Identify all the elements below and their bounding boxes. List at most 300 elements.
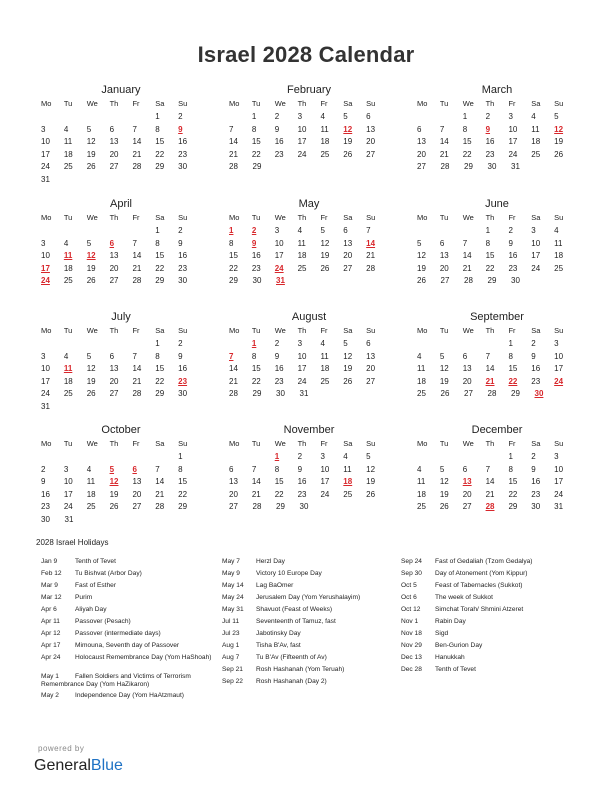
weekday-label: Su: [178, 213, 188, 222]
day-cell: 7: [132, 124, 137, 134]
month-june: [417, 197, 577, 288]
empty-day-cell: [132, 338, 155, 351]
holiday-date: Apr 6: [41, 606, 57, 613]
day-cell: 3: [41, 238, 46, 248]
empty-day-cell: [486, 451, 509, 464]
day-cell: 1: [251, 112, 257, 121]
holiday-entry: [222, 594, 402, 606]
day-cell: 23: [178, 149, 188, 159]
holiday-entry: [401, 654, 581, 666]
day-cell: 1: [508, 339, 513, 348]
day-cell: 12: [343, 351, 353, 361]
day-cell: 21: [229, 149, 238, 159]
month-name: March: [481, 84, 513, 96]
day-cell: 13: [109, 251, 119, 260]
month-name: February: [286, 84, 332, 96]
holiday-date: Nov 1: [401, 618, 419, 625]
weekday-label: Sa: [155, 439, 165, 448]
day-cell: 10: [297, 351, 307, 361]
weekday-header: [41, 99, 201, 108]
month-name: April: [109, 198, 132, 210]
day-cell: 18: [297, 251, 307, 260]
holiday-date: Sep 21: [222, 666, 243, 673]
day-cell: 8: [155, 351, 160, 361]
page-title: Israel 2028 Calendar: [197, 42, 415, 67]
week-row: [417, 250, 577, 263]
week-row: [229, 388, 389, 401]
month-name: November: [283, 424, 335, 436]
holiday-date: May 14: [222, 582, 244, 589]
day-cell: 8: [229, 238, 234, 248]
week-row: [229, 476, 389, 489]
holiday-name: Tisha B'Av, fast: [256, 642, 301, 649]
weekday-label: Th: [297, 99, 307, 108]
weekday-label: Su: [554, 439, 564, 448]
day-cell: 30: [41, 514, 50, 524]
day-cell: 4: [63, 124, 69, 134]
holiday-name: Jerusalem Day (Yom Yerushalayim): [256, 594, 361, 601]
holiday-name: Independence Day (Yom HaAtzmaut): [75, 692, 184, 699]
day-cell: 6: [109, 124, 115, 134]
day-cell: 27: [132, 502, 142, 511]
day-cell: 2: [531, 339, 536, 348]
day-cell: 1: [155, 339, 160, 348]
holiday-entry: [41, 630, 221, 642]
day-cell: 5: [366, 452, 371, 461]
day-cell: 22: [155, 376, 165, 386]
empty-day-cell: [463, 225, 486, 238]
week-row: [417, 111, 577, 124]
holiday-date: Aug 1: [222, 642, 240, 649]
holiday-date: Apr 24: [41, 654, 61, 661]
day-cell: 7: [485, 351, 491, 361]
day-cell: 15: [251, 364, 261, 373]
day-cell: 22: [178, 489, 188, 499]
day-cell: 17: [508, 137, 518, 146]
holiday-entry: [41, 606, 221, 618]
day-cell: 10: [274, 238, 284, 248]
day-cell: 20: [417, 149, 426, 159]
day-cell: 7: [132, 351, 137, 361]
empty-day-cell: [417, 225, 440, 238]
day-cell: 9: [508, 238, 513, 248]
holiday-entry: [41, 654, 221, 673]
week-row: [41, 263, 201, 276]
holiday-name: Herzl Day: [256, 558, 285, 565]
day-cell: 25: [417, 502, 426, 511]
holiday-entry: [41, 692, 221, 704]
holiday-name: Feast of Tabernacles (Sukkot): [435, 582, 523, 589]
holiday-day-cell: 17: [41, 263, 50, 273]
holiday-name: Simchat Torah/ Shmini Atzeret: [435, 606, 524, 613]
week-row: [229, 464, 389, 477]
holiday-entry: [401, 582, 581, 594]
week-row: [417, 275, 577, 288]
logo-general: General: [34, 757, 91, 774]
holiday-day-cell: 12: [86, 251, 96, 260]
weekday-label: Fr: [508, 99, 516, 108]
holiday-date: Jul 11: [222, 618, 240, 625]
day-cell: 4: [554, 226, 559, 235]
weekday-label: We: [86, 99, 98, 108]
day-cell: 22: [155, 149, 165, 159]
weekday-label: Mo: [229, 213, 240, 222]
empty-day-cell: [41, 451, 64, 464]
week-row: [41, 238, 201, 251]
month-october: [41, 423, 201, 526]
week-row: [41, 338, 201, 351]
week-row: [229, 501, 389, 514]
week-row: [229, 363, 389, 376]
day-cell: 7: [485, 464, 491, 474]
week-row: [41, 476, 201, 489]
day-cell: 15: [274, 477, 284, 486]
day-cell: 9: [531, 464, 536, 474]
day-cell: 30: [178, 276, 188, 285]
weekday-header: [229, 213, 389, 222]
day-cell: 31: [64, 514, 74, 524]
day-cell: 14: [439, 137, 449, 146]
empty-day-cell: [417, 111, 440, 124]
holiday-date: Aug 7: [222, 654, 240, 661]
day-cell: 11: [417, 477, 426, 486]
holiday-entry: [401, 606, 581, 618]
day-cell: 19: [86, 149, 96, 159]
empty-day-cell: [110, 111, 133, 124]
weekday-label: Sa: [531, 439, 541, 448]
day-cell: 9: [178, 351, 183, 361]
weekday-label: Th: [485, 439, 495, 448]
week-row: [229, 111, 389, 124]
day-cell: 16: [485, 137, 495, 146]
holiday-entry: [41, 618, 221, 630]
day-cell: 5: [417, 238, 422, 248]
weekday-label: Tu: [63, 439, 73, 448]
day-cell: 1: [178, 452, 183, 461]
empty-day-cell: [229, 111, 252, 124]
day-cell: 26: [417, 276, 426, 285]
week-row: [417, 225, 577, 238]
weekday-label: We: [274, 99, 286, 108]
day-cell: 3: [41, 124, 46, 134]
day-cell: 27: [109, 162, 119, 171]
day-cell: 13: [366, 351, 376, 361]
weekday-label: Mo: [229, 326, 240, 335]
day-cell: 27: [366, 376, 376, 386]
day-cell: 29: [252, 389, 262, 398]
week-row: [417, 136, 577, 149]
holiday-entry: [401, 594, 581, 606]
day-cell: 4: [417, 351, 422, 361]
holiday-date: Apr 17: [41, 642, 61, 649]
week-row: [417, 149, 577, 162]
day-cell: 21: [132, 263, 142, 273]
day-cell: 28: [132, 162, 142, 171]
weekday-label: Sa: [343, 99, 353, 108]
holiday-name: Passover (intermediate days): [75, 630, 161, 637]
day-cell: 28: [252, 502, 262, 511]
holiday-name: Seventeenth of Tamuz, fast: [256, 618, 336, 625]
month-name: December: [471, 424, 523, 436]
weekday-header: [41, 213, 201, 222]
day-cell: 8: [462, 124, 468, 134]
day-cell: 15: [178, 477, 188, 486]
holiday-date: Jan 9: [41, 558, 58, 565]
day-cell: 23: [41, 502, 50, 511]
day-cell: 17: [63, 489, 73, 499]
weekday-label: Fr: [508, 326, 516, 335]
week-row: [41, 174, 201, 187]
week-row: [41, 388, 201, 401]
day-cell: 7: [229, 124, 234, 134]
weekday-label: We: [462, 439, 474, 448]
day-cell: 3: [531, 226, 536, 235]
holiday-entry: [222, 570, 402, 582]
empty-day-cell: [110, 225, 133, 238]
day-cell: 10: [41, 364, 50, 373]
day-cell: 1: [155, 112, 160, 121]
empty-day-cell: [64, 338, 87, 351]
holiday-day-cell: 30: [534, 389, 544, 398]
day-cell: 23: [531, 489, 541, 499]
holiday-name: Holocaust Remembrance Day (Yom HaShoah): [75, 654, 212, 661]
day-cell: 12: [417, 251, 426, 260]
week-row: [229, 376, 389, 389]
day-cell: 9: [274, 351, 280, 361]
day-cell: 26: [109, 502, 119, 511]
holiday-name: Lag BaOmer: [256, 582, 294, 589]
day-cell: 6: [229, 464, 234, 474]
holiday-entry: [41, 582, 221, 594]
holiday-date: May 1: [41, 673, 59, 680]
empty-day-cell: [440, 451, 463, 464]
weekday-label: Su: [178, 439, 188, 448]
holiday-date: May 24: [222, 594, 244, 601]
day-cell: 22: [274, 489, 284, 499]
day-cell: 20: [132, 489, 142, 499]
day-cell: 20: [366, 137, 376, 146]
day-cell: 19: [554, 137, 564, 146]
weekday-label: Su: [554, 213, 564, 222]
day-cell: 19: [439, 489, 449, 499]
day-cell: 24: [508, 149, 518, 159]
weekday-label: Mo: [229, 439, 240, 448]
holiday-day-cell: 6: [109, 238, 115, 248]
day-cell: 27: [462, 502, 472, 511]
week-row: [41, 250, 201, 263]
holiday-entry: [41, 558, 221, 570]
holiday-day-cell: 21: [485, 376, 495, 386]
weekday-header: [417, 99, 577, 108]
day-cell: 19: [343, 137, 353, 146]
weekday-label: Th: [297, 439, 307, 448]
day-cell: 19: [417, 263, 426, 273]
month-december: [417, 423, 577, 514]
month-november: [229, 423, 389, 514]
day-cell: 29: [229, 276, 238, 285]
weekday-header: [229, 326, 389, 335]
day-cell: 14: [229, 364, 238, 373]
weekday-label: Fr: [320, 326, 328, 335]
month-name: January: [101, 84, 141, 96]
holiday-name: Rabin Day: [435, 618, 466, 625]
empty-day-cell: [110, 338, 133, 351]
day-cell: 21: [251, 489, 261, 499]
day-cell: 18: [531, 137, 541, 146]
week-row: [41, 275, 201, 288]
month-january: [41, 83, 201, 186]
month-name: June: [485, 198, 509, 210]
weekday-label: Tu: [63, 326, 73, 335]
day-cell: 27: [464, 389, 473, 398]
weekday-label: We: [86, 213, 98, 222]
holiday-name: Tu Bishvat (Arbor Day): [75, 570, 142, 577]
weekday-label: Fr: [132, 439, 140, 448]
weekday-label: We: [462, 99, 474, 108]
day-cell: 26: [86, 389, 96, 398]
day-cell: 23: [274, 149, 284, 159]
day-cell: 22: [155, 263, 165, 273]
day-cell: 25: [343, 489, 353, 499]
day-cell: 2: [178, 226, 183, 235]
week-row: [41, 376, 201, 389]
day-cell: 7: [155, 464, 160, 474]
day-cell: 26: [320, 263, 330, 273]
week-row: [229, 263, 389, 276]
weekday-label: Su: [366, 326, 376, 335]
weekday-label: Sa: [531, 326, 541, 335]
day-cell: 8: [251, 351, 257, 361]
day-cell: 3: [297, 339, 303, 348]
week-row: [417, 501, 577, 514]
day-cell: 3: [554, 452, 559, 461]
day-cell: 6: [462, 351, 468, 361]
day-cell: 19: [109, 489, 119, 499]
day-cell: 16: [531, 477, 541, 486]
day-cell: 18: [417, 489, 426, 499]
day-cell: 18: [320, 364, 330, 373]
holiday-name: Mimouna, Seventh day of Passover: [75, 642, 180, 649]
day-cell: 26: [440, 389, 450, 398]
holiday-day-cell: 2: [251, 226, 257, 235]
day-cell: 10: [63, 477, 73, 486]
day-cell: 31: [511, 162, 520, 171]
empty-day-cell: [463, 451, 486, 464]
weekday-label: Th: [109, 99, 119, 108]
week-row: [229, 149, 389, 162]
weekday-label: Mo: [41, 99, 52, 108]
weekday-label: Th: [297, 213, 307, 222]
day-cell: 28: [487, 389, 497, 398]
day-cell: 20: [366, 364, 376, 373]
day-cell: 15: [155, 137, 165, 146]
day-cell: 17: [274, 251, 284, 260]
day-cell: 21: [132, 376, 142, 386]
weekday-label: Tu: [63, 99, 73, 108]
day-cell: 27: [417, 162, 426, 171]
day-cell: 21: [229, 376, 238, 386]
week-row: [41, 149, 201, 162]
day-cell: 23: [178, 263, 188, 273]
holiday-day-cell: 13: [462, 477, 472, 486]
day-cell: 15: [251, 137, 261, 146]
day-cell: 3: [63, 464, 69, 474]
day-cell: 20: [343, 251, 353, 260]
day-cell: 6: [366, 339, 371, 348]
week-row: [41, 501, 201, 514]
day-cell: 28: [229, 389, 238, 398]
empty-day-cell: [64, 225, 87, 238]
day-cell: 16: [274, 137, 284, 146]
day-cell: 7: [251, 464, 257, 474]
day-cell: 21: [485, 489, 495, 499]
day-cell: 26: [86, 276, 96, 285]
day-cell: 2: [485, 112, 491, 121]
day-cell: 13: [462, 364, 472, 373]
empty-day-cell: [440, 338, 463, 351]
day-cell: 29: [155, 276, 165, 285]
day-cell: 12: [366, 464, 376, 474]
week-row: [229, 124, 389, 137]
weekday-label: Su: [554, 99, 564, 108]
day-cell: 24: [554, 489, 564, 499]
day-cell: 2: [297, 452, 303, 461]
day-cell: 30: [252, 276, 262, 285]
holiday-name: Fallen Soldiers and Victims of Terrorism Remembrance Day (Yom HaZikaron): [41, 673, 191, 688]
month-name: May: [298, 198, 320, 210]
weekday-label: Mo: [41, 213, 52, 222]
generalblue-logo[interactable]: [34, 757, 123, 775]
week-row: [417, 363, 577, 376]
week-row: [417, 489, 577, 502]
week-row: [417, 161, 577, 174]
day-cell: 30: [531, 502, 541, 511]
day-cell: 20: [109, 263, 119, 273]
holiday-date: May 9: [222, 570, 240, 577]
day-cell: 13: [109, 137, 119, 146]
day-cell: 3: [274, 226, 280, 235]
week-row: [41, 401, 201, 414]
holiday-day-cell: 1: [274, 452, 280, 461]
day-cell: 25: [86, 502, 96, 511]
day-cell: 12: [86, 137, 96, 146]
day-cell: 17: [531, 251, 541, 260]
weekday-label: Mo: [41, 326, 52, 335]
holiday-entry: [222, 654, 402, 666]
day-cell: 9: [297, 464, 303, 474]
day-cell: 20: [109, 376, 119, 386]
day-cell: 24: [63, 502, 73, 511]
holiday-entry: [401, 558, 581, 570]
day-cell: 26: [554, 149, 564, 159]
weekday-header: [417, 439, 577, 448]
weekday-label: Sa: [343, 326, 353, 335]
holiday-entry: [222, 606, 402, 618]
day-cell: 28: [440, 162, 450, 171]
day-cell: 11: [86, 477, 96, 486]
day-cell: 18: [63, 149, 73, 159]
day-cell: 19: [86, 263, 96, 273]
week-row: [41, 136, 201, 149]
day-cell: 14: [132, 137, 142, 146]
empty-day-cell: [229, 338, 252, 351]
day-cell: 1: [155, 226, 160, 235]
day-cell: 11: [417, 364, 426, 373]
day-cell: 17: [320, 477, 330, 486]
weekday-label: Th: [485, 326, 495, 335]
holiday-column: [222, 558, 402, 690]
day-cell: 12: [320, 238, 330, 248]
